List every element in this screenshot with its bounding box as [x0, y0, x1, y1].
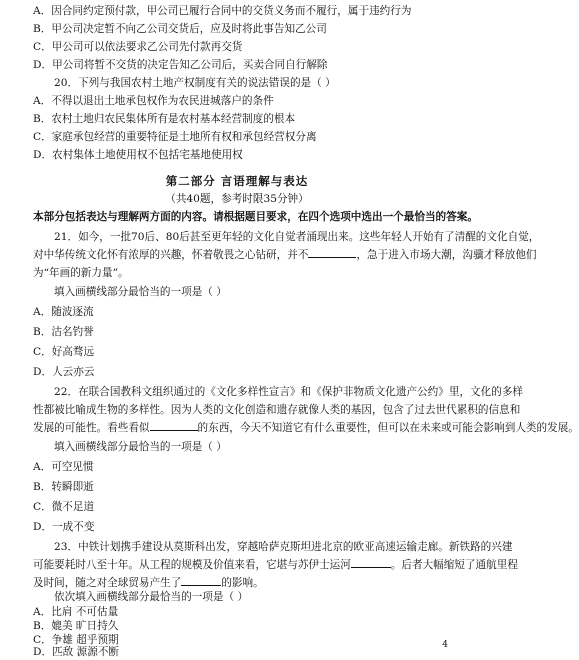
q21-option-c: C．好高骛远	[33, 346, 95, 358]
page-number: 4	[442, 640, 448, 650]
q22-prompt: 填入画横线部分最恰当的一项是（ ）	[54, 441, 227, 453]
q21-option-b: B．沽名钓誉	[33, 326, 94, 338]
q20-option-a: A．不得以退出土地承包权作为农民进城落户的条件	[33, 95, 274, 107]
q23-answer-blank-1	[351, 567, 391, 568]
q21-line-2	[33, 248, 537, 262]
q22-option-c: C．微不足道	[33, 501, 95, 513]
q23-answer-blank-2	[181, 585, 221, 586]
section-instructions: 本部分包括表达与理解两方面的内容。请根据题目要求，在四个选项中选出一个最恰当的答案。	[33, 211, 478, 223]
q23-prompt: 依次填入画横线部分最恰当的一项是（ ）	[54, 591, 249, 603]
q21-line-3: 为“年画的新力量”。	[33, 267, 129, 279]
q23-line-1: 23．中铁计划携手建设从莫斯科出发，穿越哈萨克斯坦进北京的欧亚高速运输走廊。新铁路的兴建	[54, 541, 513, 553]
q21-line-2-text-b: ，急于进入市场大潮，沟骥才释放他们	[356, 249, 537, 261]
section-subtitle: （共40题，参考时限35分钟）	[165, 193, 309, 205]
q23-line-3	[33, 576, 453, 590]
q21-answer-blank	[308, 257, 356, 258]
q23-option-a: A．比肩 不可估量	[33, 606, 119, 618]
q23-option-c: C．争雄 超乎预期	[33, 634, 119, 646]
q19-option-b: B．甲公司决定暂不向乙公司交货后，应及时将此事告知乙公司	[33, 23, 327, 35]
q19-option-c: C．甲公司可以依法要求乙公司先付款再交货	[33, 41, 243, 53]
q22-option-b: B．转瞬即逝	[33, 481, 94, 493]
q22-line-3-text-b: 的东西，今天不知道它有什么重要性，但可以在未来或可能会影响到人类的发展。	[197, 422, 579, 434]
q19-option-a: A．因合同约定预付款，甲公司已履行合同中的交货义务而不履行，属于违约行为	[33, 5, 412, 17]
q23-option-d: D．匹敌 源源不断	[33, 646, 120, 658]
q23-line-2	[33, 558, 518, 572]
q22-line-3	[33, 421, 579, 435]
q23-option-b: B．媲美 旷日持久	[33, 620, 119, 632]
q20-option-c: C．家庭承包经营的重要特征是土地所有权和承包经营权分离	[33, 131, 317, 143]
q20-option-b: B．农村土地归农民集体所有是农村基本经营制度的根本	[33, 113, 296, 125]
q22-option-d: D．一成不变	[33, 521, 95, 533]
q20-stem: 20．下列与我国农村土地产权制度有关的说法错误的是（ ）	[54, 77, 336, 89]
q21-option-d: D．人云亦云	[33, 366, 95, 378]
q20-option-d: D．农村集体土地使用权不包括宅基地使用权	[33, 149, 243, 161]
q21-line-2-text-a: 对中华传统文化怀有浓厚的兴趣，怀着敬畏之心钻研，并不	[33, 249, 309, 261]
q23-line-3-text-a: 及时间，随之对全球贸易产生了	[33, 577, 182, 589]
q22-line-1: 22．在联合国教科文组织通过的《文化多样性宣言》和《保护非物质文化遗产公约》里，文化的多样	[54, 386, 524, 398]
q22-option-a: A．可空见惯	[33, 461, 94, 473]
q23-line-2-text-b: 。后者大幅缩短了通航里程	[390, 559, 518, 571]
q23-line-2-text-a: 可能要耗时八至十年。从工程的规模及价值来看，它堪与苏伊士运河	[33, 559, 351, 571]
q21-line-1: 21．如今，一批70后、80后甚至更年轻的文化自觉者涌现出来。这些年轻人开始有了清醒的文化自觉，	[54, 231, 540, 243]
q22-answer-blank	[150, 430, 198, 431]
q21-prompt: 填入画横线部分最恰当的一项是（ ）	[54, 286, 227, 298]
q21-option-a: A．随波逐流	[33, 306, 94, 318]
q22-line-3-text-a: 发展的可能性。看些看似	[33, 422, 150, 434]
q19-option-d: D．甲公司将暂不交货的决定告知乙公司后，买卖合同自行解除	[33, 59, 328, 71]
section-title: 第二部分 言语理解与表达	[165, 174, 309, 188]
q23-line-3-text-b: 的影响。	[221, 577, 264, 589]
q22-line-2: 性都被比喻成生物的多样性。因为人类的文化创造和遗存就像人类的基因，包含了过去世代累积的信息和	[33, 404, 521, 416]
